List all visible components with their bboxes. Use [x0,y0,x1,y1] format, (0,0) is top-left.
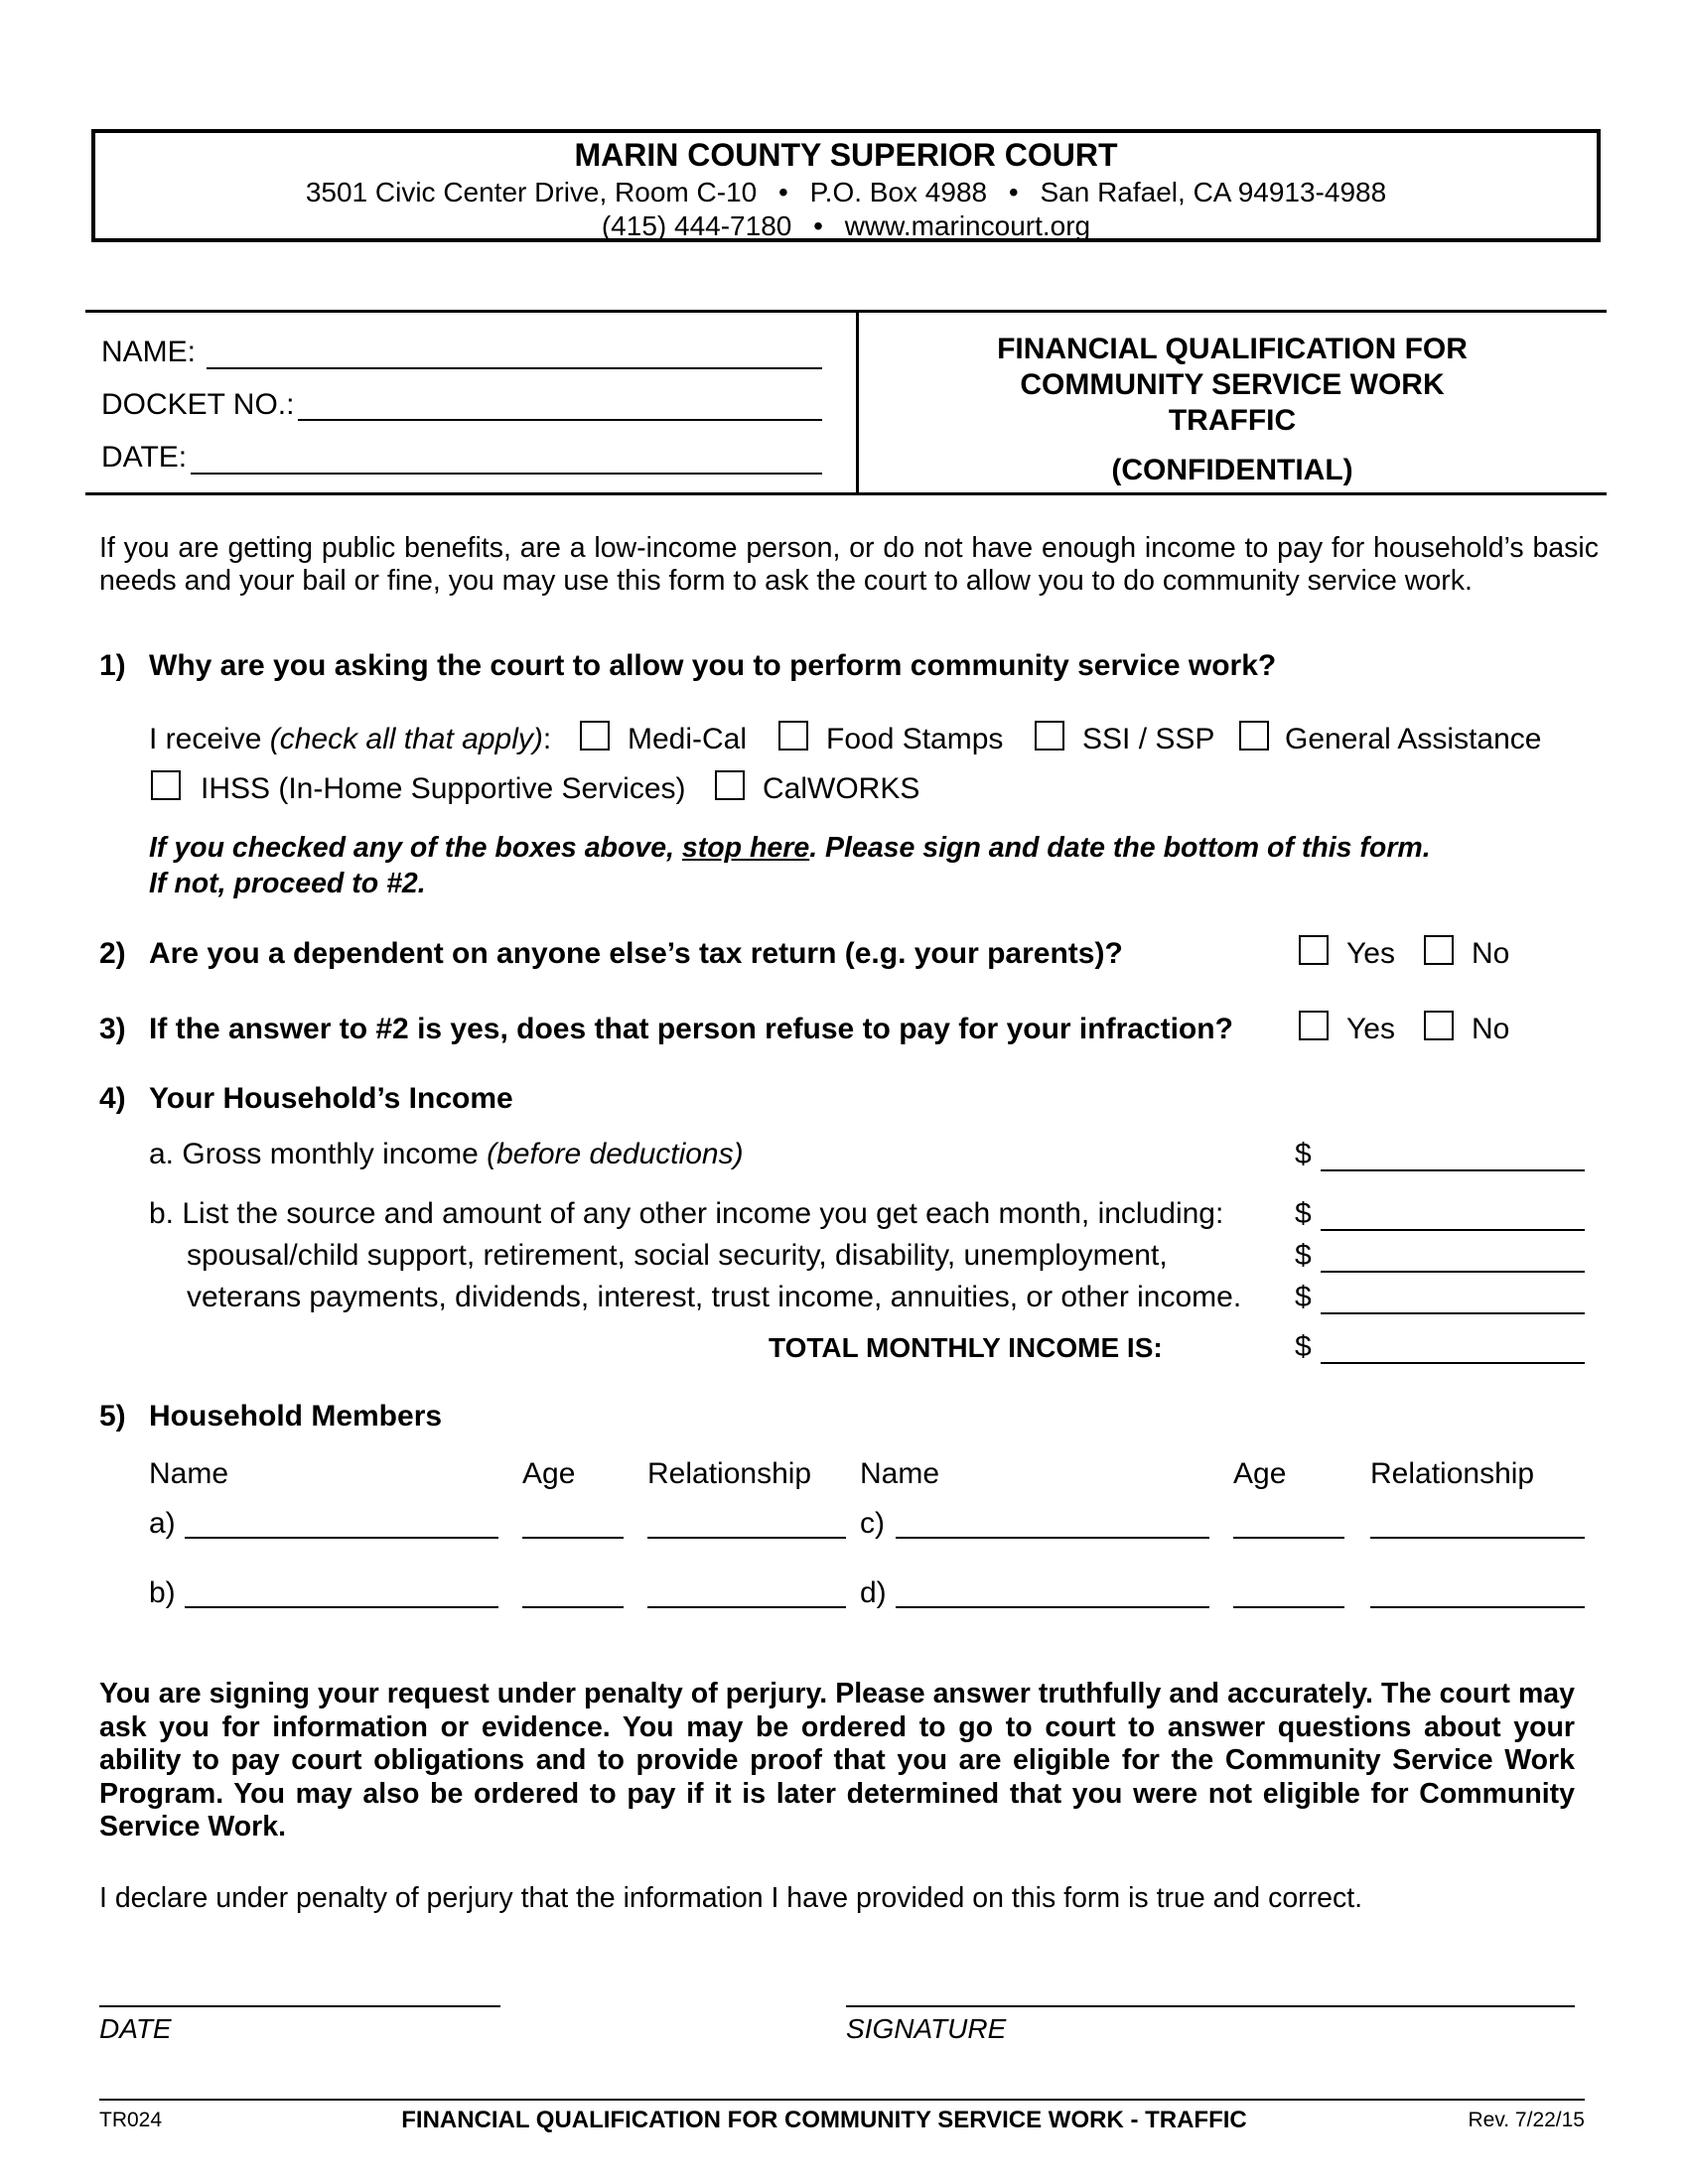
food-stamps-checkbox[interactable] [778,721,808,751]
ssi-ssp-label: SSI / SSP [1082,723,1215,755]
name-field[interactable] [207,367,822,369]
q4-number: 4) [99,1082,126,1115]
member-row-label-c: c) [860,1507,885,1540]
footer-revision: Rev. 7/22/15 [1468,2109,1585,2131]
signature-date-field[interactable] [99,2005,500,2007]
declaration-text: I declare under penalty of perjury that the information I have provided on this form is true and correct. [99,1882,1363,1914]
court-website[interactable]: www.marincourt.org [844,210,1091,241]
member-row-label-d: d) [860,1576,887,1609]
dollar-sign: $ [1295,1138,1312,1170]
bullet-separator: • [778,177,788,207]
section-top-rule [85,310,1607,313]
q3-text: If the answer to #2 is yes, does that person refuse to pay for your infraction? [149,1013,1233,1045]
receive-label [149,723,551,756]
member-a-age-field[interactable] [522,1537,624,1539]
medi-cal-checkbox[interactable] [580,721,610,751]
member-c-age-field[interactable] [1233,1537,1344,1539]
member-d-age-field[interactable] [1233,1606,1344,1608]
court-header-box [91,129,1601,242]
form-title [860,332,1605,488]
signature-field[interactable] [846,2005,1575,2007]
q4-title: Your Household’s Income [149,1082,513,1115]
court-address [95,177,1597,208]
q2-number: 2) [99,937,126,970]
q5-number: 5) [99,1400,126,1433]
total-income-field[interactable] [1321,1362,1585,1364]
medi-cal-label: Medi-Cal [628,723,748,755]
ihss-label: IHSS (In-Home Supportive Services) [201,772,686,805]
calworks-label: CalWORKS [763,772,920,805]
col-header-name: Name [860,1457,940,1490]
form-title-line3: TRAFFIC [1168,404,1297,437]
form-title-confidential: (CONFIDENTIAL) [1111,454,1353,486]
dollar-sign: $ [1295,1239,1312,1272]
q1-text: Why are you asking the court to allow you to perform community service work? [149,649,1277,682]
court-phone: (415) 444-7180 [601,210,792,241]
gross-income-field[interactable] [1321,1169,1585,1171]
address-street: 3501 Civic Center Drive, Room C-10 [305,177,758,207]
q2-no-label: No [1472,937,1510,970]
food-stamps-label: Food Stamps [826,723,1004,755]
footer-rule [99,2099,1585,2101]
col-header-relationship: Relationship [1370,1457,1535,1490]
q1-instruction-line2: If not, proceed to #2. [149,868,426,899]
q1-note-part1: If you checked any of the boxes above, [149,832,682,864]
section-divider [856,312,859,493]
total-income-label: TOTAL MONTHLY INCOME IS: [769,1332,1163,1363]
name-label: NAME: [101,336,197,368]
footer-title: FINANCIAL QUALIFICATION FOR COMMUNITY SERVICE WORK - TRAFFIC [401,2107,1247,2133]
dollar-sign: $ [1295,1281,1312,1313]
q1-number: 1) [99,649,126,682]
form-title-line1: FINANCIAL QUALIFICATION FOR [997,333,1468,365]
court-name: MARIN COUNTY SUPERIOR COURT [574,137,1118,173]
member-row-label-a: a) [149,1507,176,1540]
q2-text: Are you a dependent on anyone else’s tax return (e.g. your parents)? [149,937,1123,970]
q2-yes-label: Yes [1346,937,1395,970]
address-city: San Rafael, CA 94913-4988 [1040,177,1387,207]
date-field[interactable] [191,473,822,475]
q1-instruction-line1 [149,830,1431,866]
member-a-name-field[interactable] [185,1537,498,1539]
dollar-sign: $ [1295,1197,1312,1230]
docket-field[interactable] [298,419,822,421]
q5-title: Household Members [149,1400,443,1433]
gross-income-label [149,1138,744,1171]
q3-yes-checkbox[interactable] [1299,1011,1329,1040]
member-row-label-b: b) [149,1576,176,1609]
member-b-name-field[interactable] [185,1606,498,1608]
other-income-label-3: veterans payments, dividends, interest, trust income, annuities, or other income. [187,1281,1242,1313]
section-bottom-rule [85,492,1607,495]
address-po: P.O. Box 4988 [809,177,988,207]
q2-no-checkbox[interactable] [1424,935,1454,965]
dollar-sign: $ [1295,1330,1312,1363]
q1-instruction [149,830,1431,901]
receive-hint: (check all that apply) [269,723,543,755]
q1-note-part2: . Please sign and date the bottom of this form. [809,832,1431,864]
col-header-age: Age [1233,1457,1287,1490]
other-income-label-2: spousal/child support, retirement, social security, disability, unemployment, [187,1239,1168,1272]
member-d-name-field[interactable] [896,1606,1209,1608]
intro-text: If you are getting public benefits, are a low-income person, or do not have enough income to pay for household’s basic needs and your bail or fine, you may use this form to ask the court to allow you to do community service work. [99,532,1599,597]
member-b-age-field[interactable] [522,1606,624,1608]
other-income-field-2[interactable] [1321,1271,1585,1273]
member-d-relationship-field[interactable] [1370,1606,1585,1608]
general-assistance-label: General Assistance [1285,723,1542,755]
docket-label: DOCKET NO.: [101,388,295,421]
col-header-name: Name [149,1457,229,1490]
calworks-checkbox[interactable] [715,770,745,800]
other-income-field-1[interactable] [1321,1229,1585,1231]
q3-no-checkbox[interactable] [1424,1011,1454,1040]
bullet-separator: • [813,210,823,241]
date-label: DATE: [101,441,188,474]
ihss-checkbox[interactable] [151,770,181,800]
general-assistance-checkbox[interactable] [1239,721,1269,751]
member-c-relationship-field[interactable] [1370,1537,1585,1539]
perjury-notice: You are signing your request under penalty of perjury. Please answer truthfully and accurately. The court may ask you for information or evidence. You may be ordered to go to court to answer questions about your ability to pay court obligations and to provide proof that you are eligible for the Community Service Work Program. You may also be ordered to pay if it is later determined that you were not eligible for Community Service Work. [99,1678,1575,1843]
q2-yes-checkbox[interactable] [1299,935,1329,965]
signature-label: SIGNATURE [846,2013,1007,2044]
bullet-separator: • [1008,177,1019,207]
signature-date-label: DATE [99,2013,172,2044]
col-header-relationship: Relationship [647,1457,812,1490]
other-income-field-3[interactable] [1321,1312,1585,1314]
other-income-label-1: b. List the source and amount of any other income you get each month, including: [149,1197,1224,1230]
q3-number: 3) [99,1013,126,1045]
q1-note-stop-here: stop here [681,832,810,864]
member-a-relationship-field[interactable] [647,1537,846,1539]
gross-income-hint: (before deductions) [487,1138,744,1170]
member-c-name-field[interactable] [896,1537,1209,1539]
member-b-relationship-field[interactable] [647,1606,846,1608]
court-contact [95,210,1597,242]
q3-yes-label: Yes [1346,1013,1395,1045]
ssi-ssp-checkbox[interactable] [1035,721,1064,751]
form-title-line2: COMMUNITY SERVICE WORK [1020,368,1445,401]
receive-label-text: I receive [149,723,270,755]
footer-form-number: TR024 [99,2109,163,2131]
q3-no-label: No [1472,1013,1510,1045]
gross-income-text: a. Gross monthly income [149,1138,488,1170]
receive-colon: : [542,723,552,755]
col-header-age: Age [522,1457,576,1490]
